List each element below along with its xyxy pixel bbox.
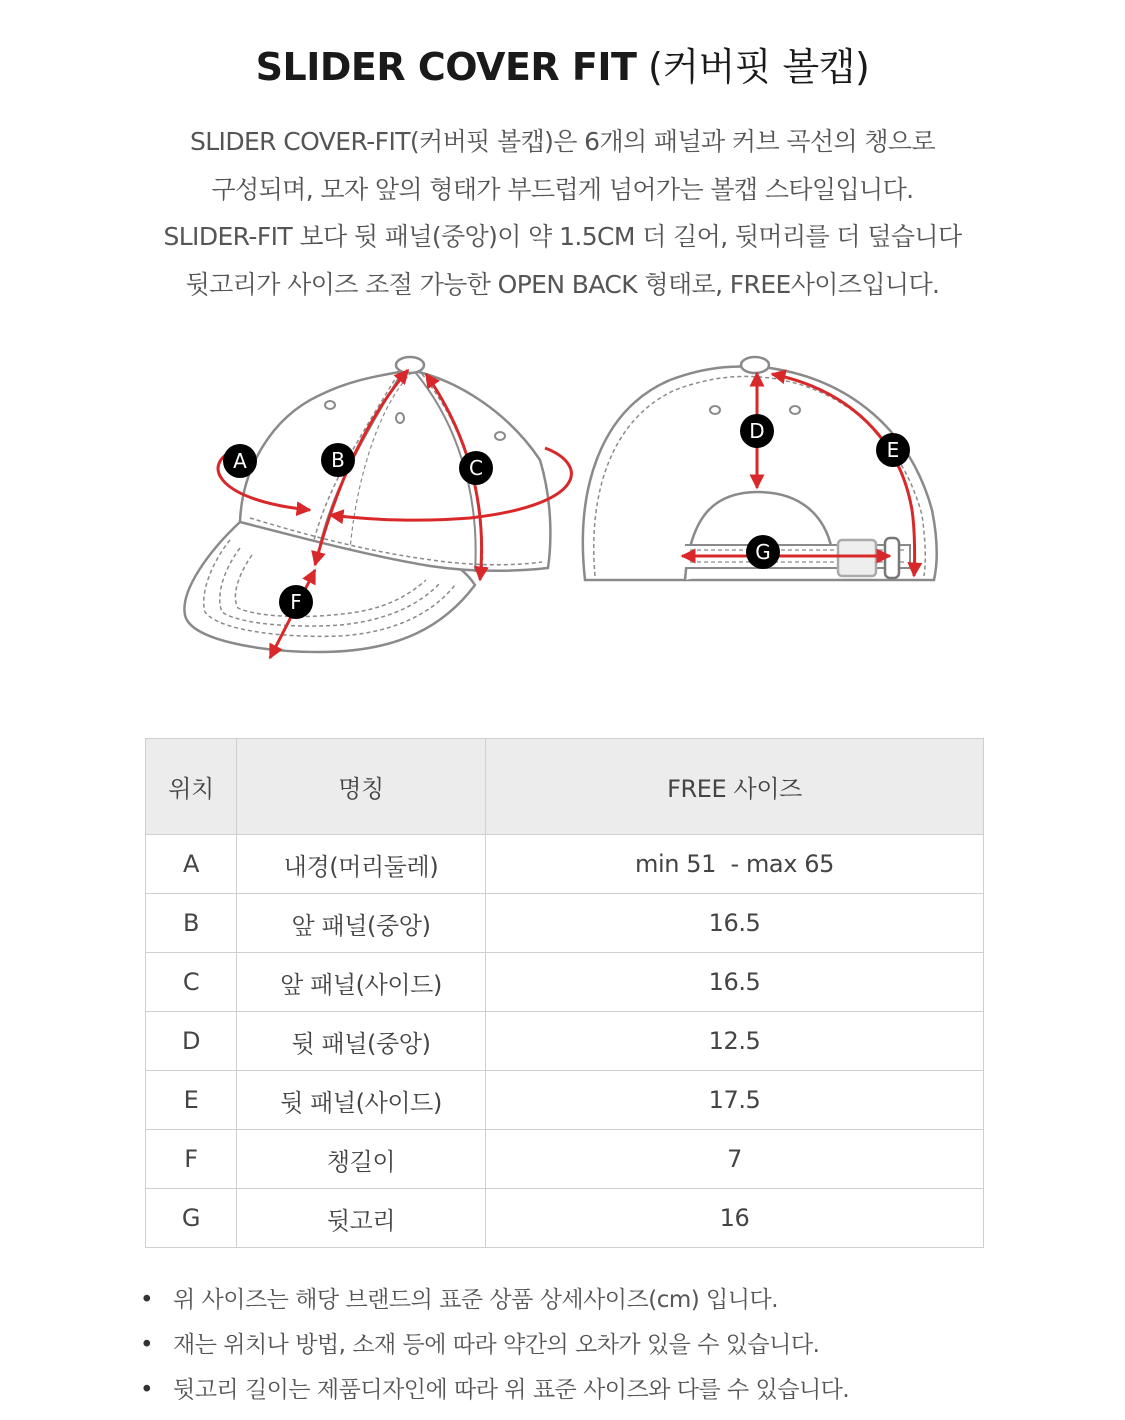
description-line: 뒷고리가 사이즈 조절 가능한 OPEN BACK 형태로, FREE사이즈입니다. — [185, 269, 940, 299]
cell-position: D — [146, 1012, 237, 1071]
cell-position: F — [146, 1130, 237, 1189]
note-item — [140, 1368, 1100, 1413]
table-row — [146, 835, 984, 894]
label-e — [876, 433, 910, 467]
svg-text:A: A — [233, 449, 247, 473]
cap-measurement-diagram — [170, 340, 950, 680]
header-position: 위치 — [146, 739, 237, 835]
cell-name: 앞 패널(중앙) — [237, 894, 486, 953]
cell-name: 앞 패널(사이드) — [237, 953, 486, 1012]
cell-size: 16 — [486, 1189, 984, 1248]
table-row — [146, 894, 984, 953]
cell-position: G — [146, 1189, 237, 1248]
cell-size: 16.5 — [486, 894, 984, 953]
label-c — [459, 451, 493, 485]
cell-size: 16.5 — [486, 953, 984, 1012]
header-free-size: FREE 사이즈 — [486, 739, 984, 835]
title-sub: (커버핏 볼캡) — [648, 45, 870, 89]
svg-text:F: F — [290, 590, 302, 614]
cell-name: 뒷 패널(중앙) — [237, 1012, 486, 1071]
table-row — [146, 953, 984, 1012]
label-f — [279, 585, 313, 619]
bullet-icon: • — [140, 1287, 154, 1313]
description — [0, 118, 1125, 308]
header-name: 명칭 — [237, 739, 486, 835]
svg-text:E: E — [886, 438, 900, 462]
table-row — [146, 1130, 984, 1189]
svg-text:G: G — [755, 540, 771, 564]
description-line: 구성되며, 모자 앞의 형태가 부드럽게 넘어가는 볼캡 스타일입니다. — [211, 174, 914, 204]
note-item — [140, 1323, 1100, 1368]
size-table — [145, 738, 984, 1248]
cell-position: A — [146, 835, 237, 894]
note-text: 재는 위치나 방법, 소재 등에 따라 약간의 오차가 있을 수 있습니다. — [173, 1332, 820, 1358]
cell-position: C — [146, 953, 237, 1012]
note-text: 위 사이즈는 해당 브랜드의 표준 상품 상세사이즈(cm) 입니다. — [173, 1287, 778, 1313]
svg-text:C: C — [469, 456, 483, 480]
table-row — [146, 1012, 984, 1071]
cell-position: E — [146, 1071, 237, 1130]
cell-name: 뒷 패널(사이드) — [237, 1071, 486, 1130]
notes-list — [140, 1278, 1100, 1413]
cell-size: min 51 - max 65 — [486, 835, 984, 894]
label-d — [740, 414, 774, 448]
table-row — [146, 1189, 984, 1248]
cell-size: 12.5 — [486, 1012, 984, 1071]
note-text: 뒷고리 길이는 제품디자인에 따라 위 표준 사이즈와 다를 수 있습니다. — [173, 1377, 850, 1403]
bullet-icon: • — [140, 1377, 154, 1403]
cell-size: 17.5 — [486, 1071, 984, 1130]
cell-position: B — [146, 894, 237, 953]
cell-name: 뒷고리 — [237, 1189, 486, 1248]
table-header-row — [146, 739, 984, 835]
svg-text:B: B — [331, 448, 345, 472]
label-a — [223, 444, 257, 478]
description-line: SLIDER COVER-FIT(커버핏 볼캡)은 6개의 패널과 커브 곡선의 챙으로 — [189, 127, 936, 156]
note-item — [140, 1278, 1100, 1323]
label-g — [746, 535, 780, 569]
description-line: SLIDER-FIT 보다 뒷 패널(중앙)이 약 1.5CM 더 길어, 뒷머리를 더 덮습니다 — [163, 222, 962, 251]
label-b — [321, 443, 355, 477]
page-title — [0, 36, 1125, 91]
bullet-icon: • — [140, 1332, 154, 1358]
front-cap-drawing — [184, 357, 550, 652]
cell-name: 챙길이 — [237, 1130, 486, 1189]
cell-size: 7 — [486, 1130, 984, 1189]
svg-text:D: D — [749, 419, 765, 443]
title-main: SLIDER COVER FIT — [255, 45, 637, 89]
table-row — [146, 1071, 984, 1130]
cell-name: 내경(머리둘레) — [237, 835, 486, 894]
